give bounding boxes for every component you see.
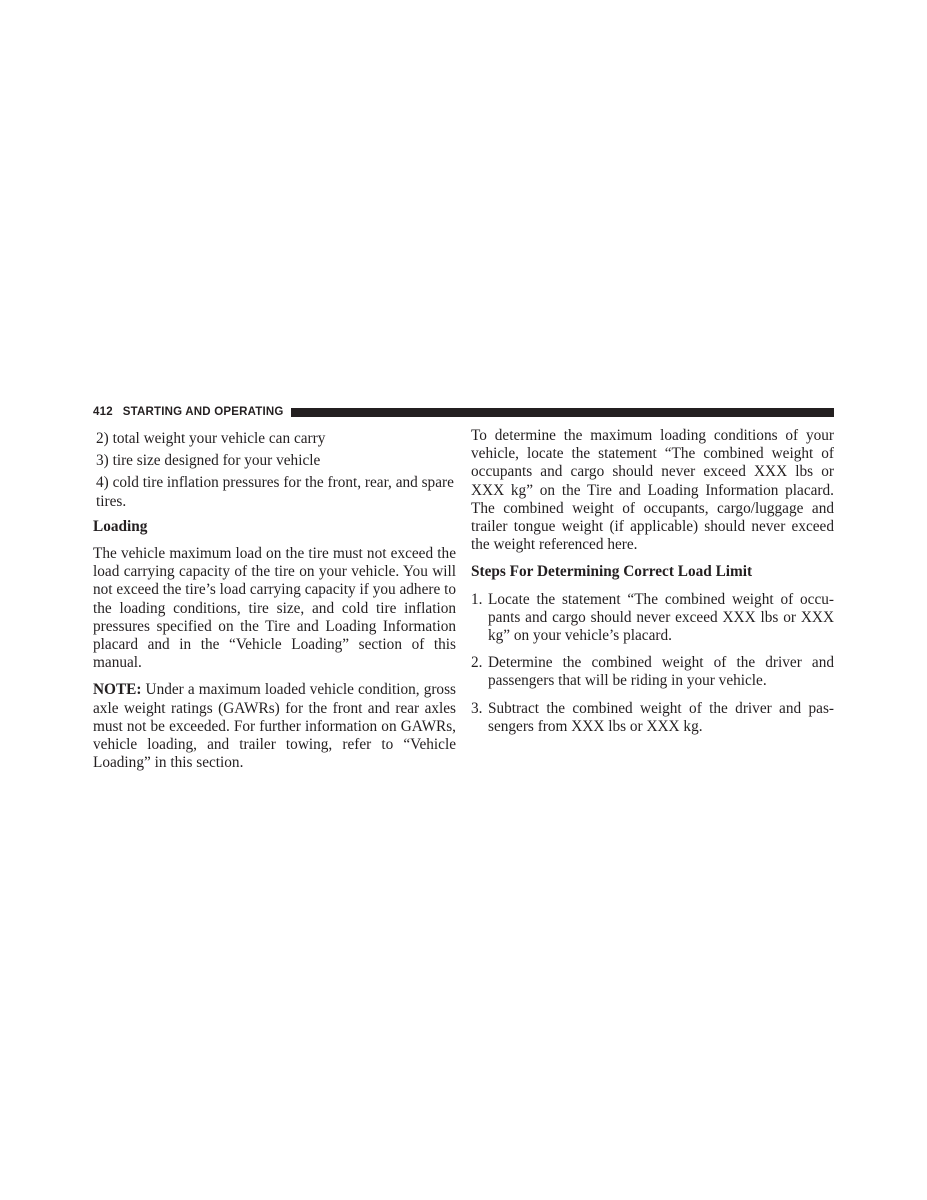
step-item xyxy=(471,591,834,646)
list-item: 4) cold tire inflation pressures for the front, rear, and spare tires. xyxy=(96,474,454,510)
page-header xyxy=(93,405,834,419)
step-number: 1. xyxy=(471,590,483,608)
steps-heading: Steps For Determining Correct Load Limit xyxy=(471,563,753,581)
step-item xyxy=(471,654,834,690)
right-column xyxy=(471,427,834,745)
step-number: 3. xyxy=(471,699,483,717)
loading-heading: Loading xyxy=(93,517,148,535)
left-column xyxy=(93,430,456,781)
note-label: NOTE: xyxy=(93,681,142,699)
step-item xyxy=(471,700,834,736)
list-item: 2) total weight your vehicle can carry xyxy=(96,430,326,447)
step-text: Determine the combined weight of the driver and passengers that will be riding in your vehicle. xyxy=(488,654,834,690)
page-number: 412 xyxy=(93,406,113,418)
header-rule xyxy=(291,408,834,417)
intro-paragraph: To determine the maximum loading conditions of your vehicle, locate the statement “The combined weight of occupants and cargo should never exceed XXX lbs or XXX kg” on the Tire and Loading Information placard. The combined weight of occupants, cargo/luggage and trailer tongue weight (if applicable) should never exceed the weight referenced here. xyxy=(471,427,834,554)
step-text: Locate the statement “The combined weight of occu-pants and cargo should never exceed XXX lbs or XXX kg” on your vehicle’s placard. xyxy=(488,590,834,645)
section-title: STARTING AND OPERATING xyxy=(122,406,284,418)
step-number: 2. xyxy=(471,654,483,672)
list-item: 3) tire size designed for your vehicle xyxy=(96,452,321,470)
note-paragraph xyxy=(93,681,456,772)
step-text: Subtract the combined weight of the driver and pas-sengers from XXX lbs or XXX kg. xyxy=(488,699,834,735)
note-text: Under a maximum loaded vehicle condition, gross axle weight ratings (GAWRs) for the front and rear axles must not be exceeded. For further information on GAWRs, vehicle loading, and trailer towing, refer to “Vehicle Loading” in this section. xyxy=(93,681,456,772)
loading-paragraph: The vehicle maximum load on the tire must not exceed the load carrying capacity of the tire on your vehicle. You will not exceed the tire’s load carrying capacity if you adhere to the loading conditions, tire size, and cold tire inflation pressures specified on the Tire and Loading Information placard and in the “Vehicle Loading” section of this manual. xyxy=(93,545,456,672)
